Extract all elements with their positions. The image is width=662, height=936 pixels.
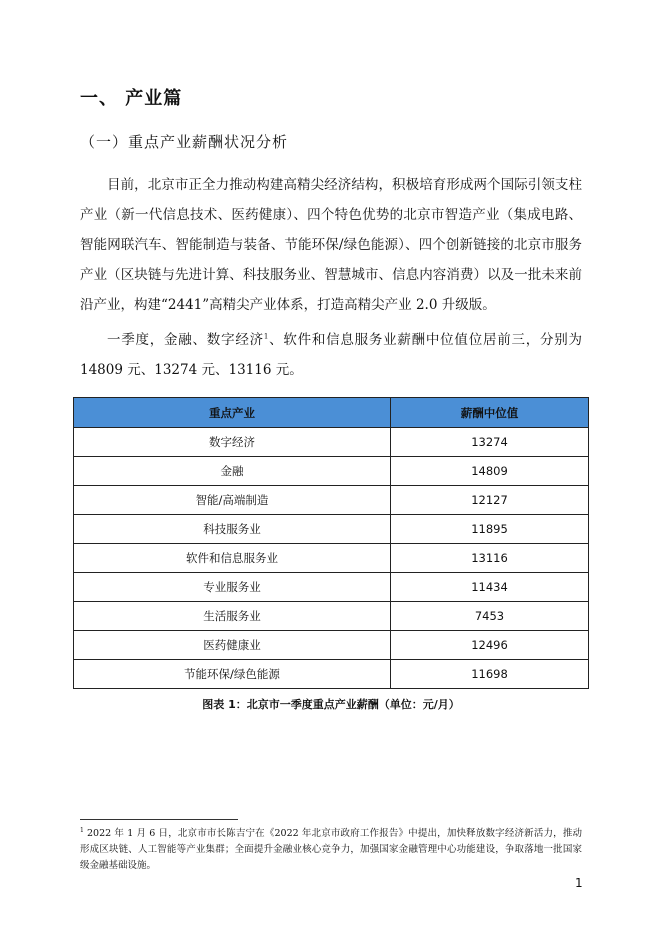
table-row (74, 486, 589, 515)
industry-cell: 生活服务业 (74, 602, 391, 631)
column-header-median-salary: 薪酬中位值 (391, 398, 589, 428)
industry-cell: 科技服务业 (74, 515, 391, 544)
median-salary-cell: 7453 (391, 602, 589, 631)
median-salary-cell: 14809 (391, 457, 589, 486)
table-row (74, 515, 589, 544)
industry-cell: 金融 (74, 457, 391, 486)
table-row (74, 457, 589, 486)
footnote-text: 2022 年 1 月 6 日，北京市市长陈吉宁在《2022 年北京市政府工作报告》中提出，加快释放数字经济新活力，推动形成区块链、人工智能等产业集群；全面提升金融业核心竞争力，加强国家金融管理中心功能建设，争取落地一批国家级金融基础设施。 (80, 828, 582, 871)
footnote (80, 826, 582, 874)
table-row (74, 544, 589, 573)
industry-cell: 医药健康业 (74, 631, 391, 660)
industry-cell: 节能环保/绿色能源 (74, 660, 391, 689)
industry-cell: 软件和信息服务业 (74, 544, 391, 573)
table-row (74, 660, 589, 689)
median-salary-cell: 12496 (391, 631, 589, 660)
table-row (74, 573, 589, 602)
table-row (74, 428, 589, 457)
median-salary-cell: 11698 (391, 660, 589, 689)
industry-cell: 专业服务业 (74, 573, 391, 602)
footnote-mark: 1 (80, 826, 84, 834)
industry-cell: 智能/高端制造 (74, 486, 391, 515)
intro-paragraph: 目前，北京市正全力推动构建高精尖经济结构，积极培育形成两个国际引领支柱产业（新一代信息技术、医药健康）、四个特色优势的北京市智造产业（集成电路、智能网联汽车、智能制造与装备、节能环保/绿色能源）、四个创新链接的北京市服务产业（区块链与先进计算、科技服务业、智慧城市、信息内容消费）以及一批未来前沿产业，构建“2441”高精尖产业体系，打造高精尖产业 2.0 升级版。 (80, 177, 582, 313)
footnote-reference[interactable]: 1 (263, 332, 269, 341)
summary-text-start: 一季度，金融、数字经济 (107, 332, 264, 348)
column-header-industry: 重点产业 (74, 398, 391, 428)
median-salary-cell: 11434 (391, 573, 589, 602)
median-salary-cell: 13116 (391, 544, 589, 573)
page-number: 1 (575, 876, 583, 890)
table-header-row (74, 398, 589, 428)
table-body (74, 428, 589, 689)
median-salary-cell: 12127 (391, 486, 589, 515)
median-salary-cell: 11895 (391, 515, 589, 544)
median-salary-cell: 13274 (391, 428, 589, 457)
summary-text-end: 、软件和信息服务业薪酬中位值位居前三，分别为 14809 元、13274 元、13116 元。 (80, 332, 582, 378)
industry-salary-table (73, 397, 589, 689)
table-row (74, 602, 589, 631)
footnote-divider (80, 819, 238, 820)
table-row (74, 631, 589, 660)
summary-paragraph (80, 325, 582, 385)
industry-cell: 数字经济 (74, 428, 391, 457)
section-heading: （一）重点产业薪酬状况分析 (80, 133, 289, 151)
chapter-heading: 一、 产业篇 (80, 88, 183, 109)
table-caption: 图表 1：北京市一季度重点产业薪酬（单位：元/月） (202, 698, 460, 711)
